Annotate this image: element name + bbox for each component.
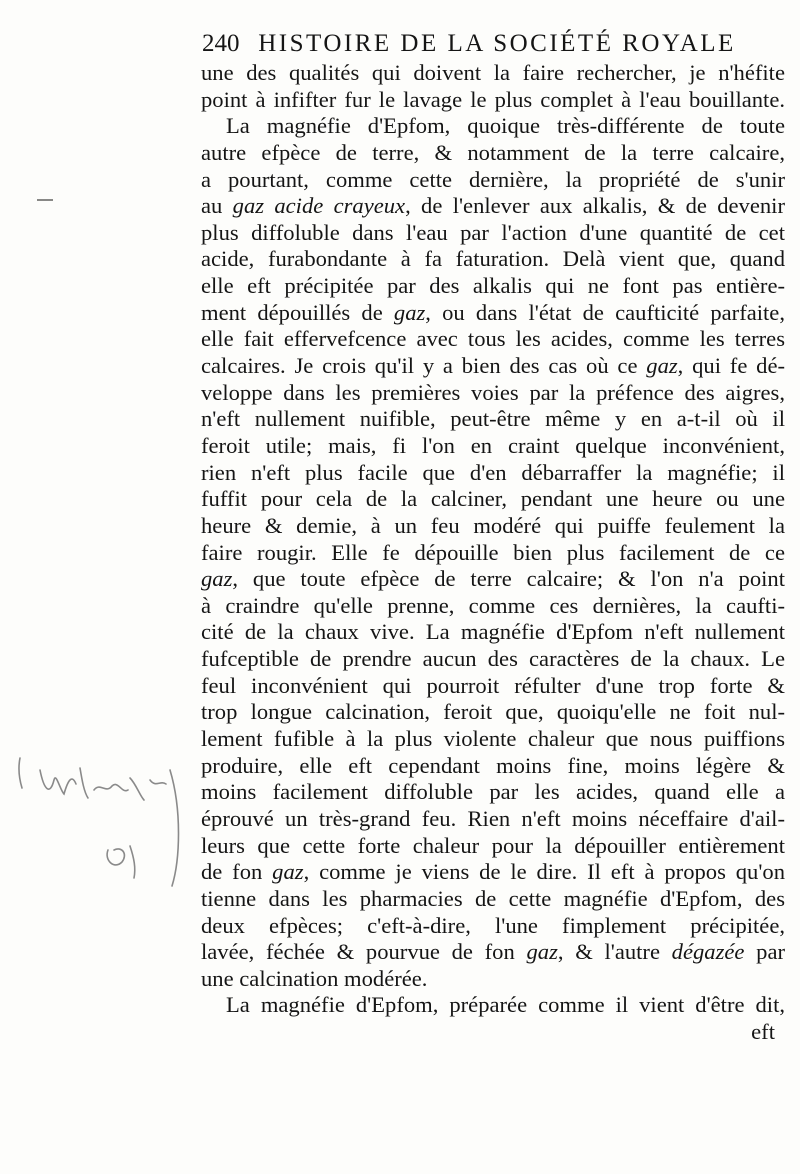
text-line: elle eft précipitée par des alkalis qui ne font pas entière- — [201, 273, 785, 299]
text-line: éprouvé un très-grand feu. Rien n'eft moins néceffaire d'ail- — [201, 805, 785, 831]
body-text — [201, 60, 785, 1046]
text-line: au gaz acide crayeux, de l'enlever aux alkalis, & de devenir — [201, 193, 785, 219]
text-line: veloppe dans les premières voies par la préfence des aigres, — [201, 379, 785, 405]
paragraph-start-line: La magnéfie d'Epfom, quoique très-différente de toute — [226, 113, 785, 139]
margin-dash-mark — [35, 190, 55, 210]
paragraph-start-line: La magnéfie d'Epfom, préparée comme il vient d'être dit, — [226, 992, 785, 1018]
text-line: fuffit pour cela de la calciner, pendant une heure ou une — [201, 486, 785, 512]
text-line: fufceptible de prendre aucun des caractères de la chaux. Le — [201, 646, 785, 672]
text-line: de fon gaz, comme je viens de le dire. Il eft à propos qu'on — [201, 859, 785, 885]
text-line: heure & demie, à un feu modéré qui puiffe feulement la — [201, 512, 785, 538]
text-line: autre efpèce de terre, & notamment de la terre calcaire, — [201, 139, 785, 165]
text-line: une des qualités qui doivent la faire rechercher, je n'héfite — [201, 60, 785, 85]
text-line: acide, furabondante à fa faturation. Delà vient que, quand — [201, 246, 785, 272]
page-number: 240 — [202, 30, 240, 57]
text-line: ment dépouillés de gaz, ou dans l'état de caufticité parfaite, — [201, 299, 785, 325]
text-line: produire, elle eft cependant moins fine, moins légère & — [201, 752, 785, 778]
text-line: cité de la chaux vive. La magnéfie d'Epfom n'eft nullement — [201, 619, 785, 645]
text-line: point à infifter fur le lavage le plus complet à l'eau bouillante. — [201, 86, 785, 112]
catchword: eft — [751, 1019, 775, 1045]
text-line: moins facilement diffoluble par les acides, quand elle a — [201, 779, 785, 805]
text-line: elle fait effervefcence avec tous les acides, comme les terres — [201, 326, 785, 352]
text-line: plus diffoluble dans l'eau par l'action d'une quantité de cet — [201, 219, 785, 245]
text-line: n'eft nullement nuifible, peut-être même y en a-t-il où il — [201, 406, 785, 432]
text-line: lement fufible à la plus violente chaleur que nous puiffions — [201, 726, 785, 752]
text-line: tienne dans les pharmacies de cette magnéfie d'Epfom, des — [201, 885, 785, 911]
text-line: à craindre qu'elle prenne, comme ces dernières, la caufti- — [201, 592, 785, 618]
paragraph-end-line: une calcination modérée. — [201, 965, 428, 991]
text-line: feul inconvénient qui pourroit réfulter d'une trop forte & — [201, 672, 785, 698]
text-line: calcaires. Je crois qu'il y a bien des cas où ce gaz, qui fe dé- — [201, 353, 785, 379]
text-line: rien n'eft plus facile que d'en débarraffer la magnéfie; il — [201, 459, 785, 485]
text-line: faire rougir. Elle fe dépouille bien plus facilement de ce — [201, 539, 785, 565]
text-line: deux efpèces; c'eft-à-dire, l'une fimplement précipitée, — [201, 912, 785, 938]
running-title: HISTOIRE DE LA SOCIÉTÉ ROYALE — [258, 30, 736, 57]
text-line: gaz, que toute efpèce de terre calcaire; & l'on n'a point — [201, 566, 785, 592]
text-line: feroit utile; mais, fi l'on en craint quelque inconvénient, — [201, 432, 785, 458]
text-line: a pourtant, comme cette dernière, la propriété de s'unir — [201, 166, 785, 192]
text-line: leurs que cette forte chaleur pour la dépouiller entièrement — [201, 832, 785, 858]
text-line: trop longue calcination, feroit que, quoiqu'elle ne foit nul- — [201, 699, 785, 725]
text-line: lavée, féchée & pourvue de fon gaz, & l'autre dégazée par — [201, 939, 785, 965]
handwritten-margin-note — [10, 750, 200, 890]
